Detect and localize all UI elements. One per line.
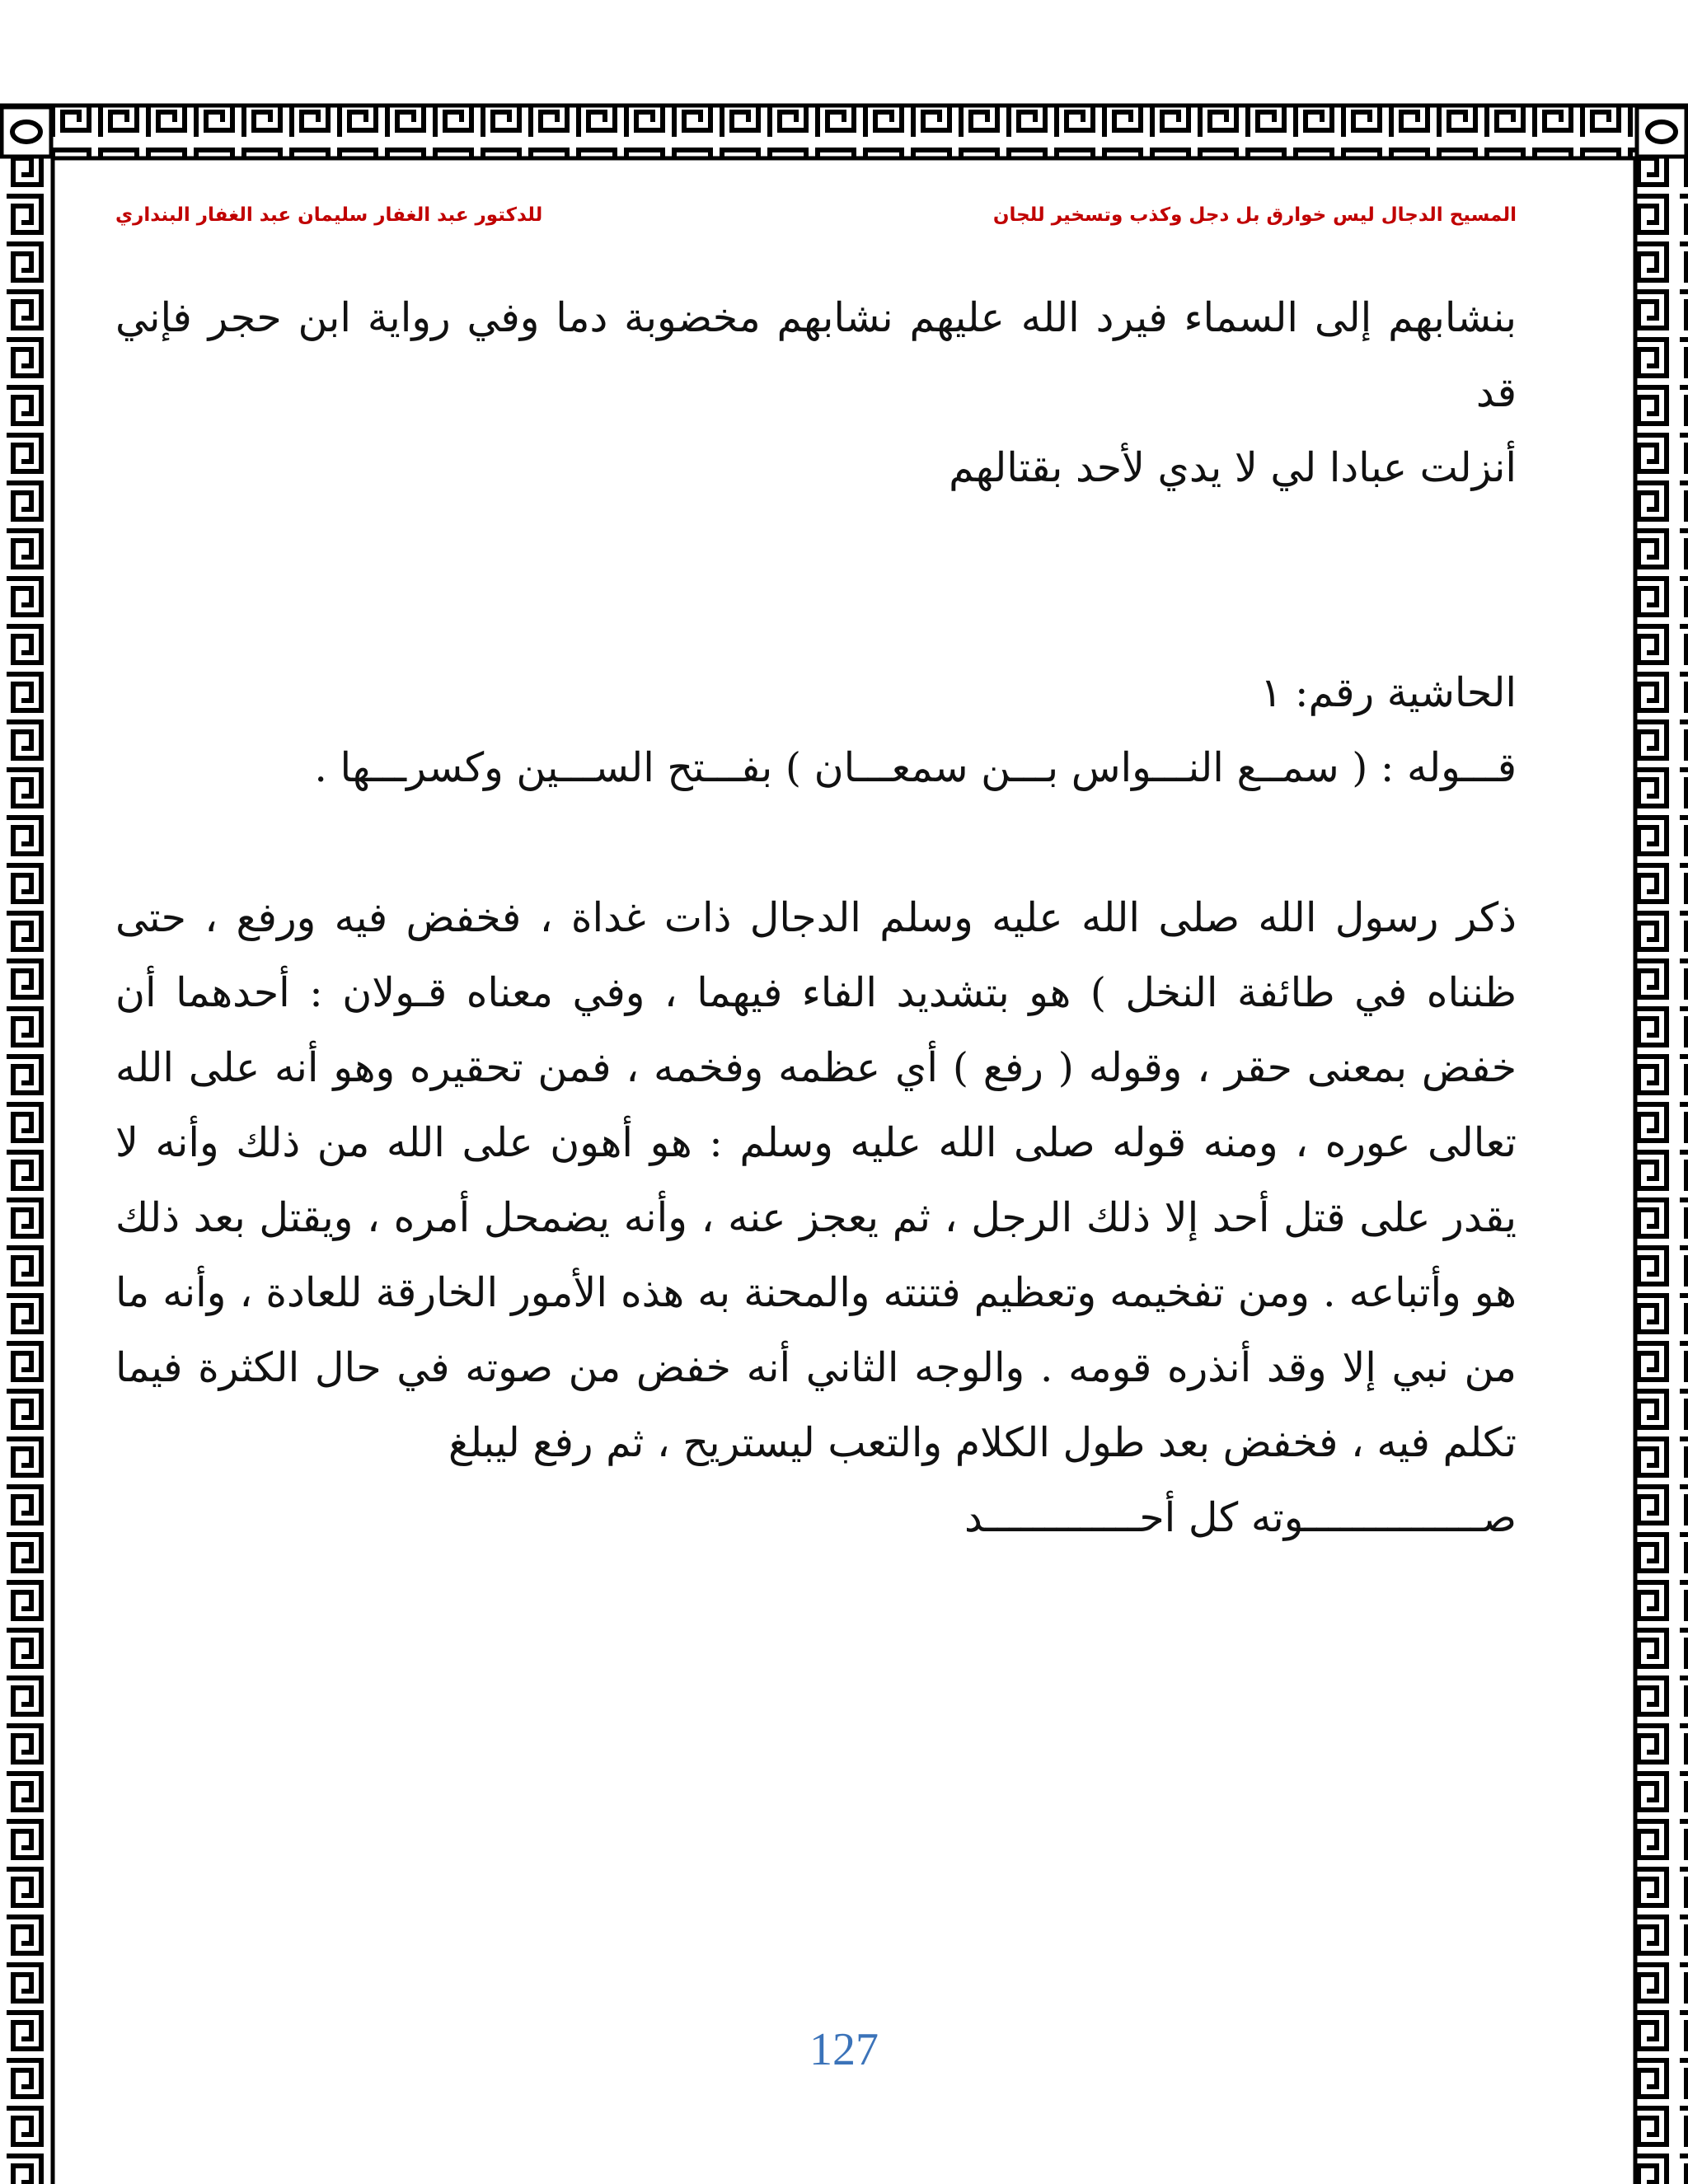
intro-line-1: بنشابهم إلى السماء فيرد الله عليهم نشابهم مخضوبة دما وفي رواية ابن حجر فإني قد bbox=[115, 294, 1517, 416]
intro-line-2: أنزلت عبادا لي لا يدي لأحد بقتالهم bbox=[949, 444, 1517, 491]
main-paragraph: ذكر رسول الله صلى الله عليه وسلم الدجال ذات غداة ، فخفض فيه ورفع ، حتى ظنناه في طائفة النخل ) هو بتشديد الفاء فيهما ، وفي معناه قـولان : أحدهما أن خفض بمعنى حقر ، وقوله ( رفع ) أي عظمه وفخمه ، فمن تحقيره وهو أنه على الله تعالى عوره ، ومنه قوله صلى الله عليه وسلم : هو أهون على الله من ذلك وأنه لا يقدر على قتل أحد إلا ذلك الرجل ، ثم يعجز عنه ، وأنه يضمحل أمره ، ويقتل بعد ذلك هو وأتباعه . ومن تفخيمه وتعظيم فتنته والمحنة به هذه الأمور الخارقة للعادة ، وأنه ما من نبي إلا وقد أنذره قومه . والوجه الثاني أنه خفض من صوته في حال الكثرة فيما تكلم فيه ، فخفض بعد طول الكلام والتعب ليستريح ، ثم رفع ليبلغ bbox=[115, 894, 1517, 1466]
page-number: 127 bbox=[809, 2024, 879, 2075]
author-name: للدكتور عبد الغفار سليمان عبد الغفار البنداري bbox=[115, 204, 543, 226]
book-title: المسيح الدجال ليس خوارق بل دجل وكذب وتسخير للجان bbox=[992, 204, 1517, 226]
footnote-title: الحاشية رقم: ١ bbox=[1260, 669, 1517, 716]
closing-line: صـــــــــــــــوته كل أحـــــــــــــد bbox=[964, 1494, 1517, 1541]
spacer bbox=[115, 580, 1517, 655]
page-body bbox=[115, 280, 1517, 1555]
running-header bbox=[115, 204, 1525, 237]
footnote-quote: قـــوله : ( سمــع النـــواس بـــن سمعـــان ) بفـــتح الســـين وكسرـــها . bbox=[314, 744, 1517, 791]
